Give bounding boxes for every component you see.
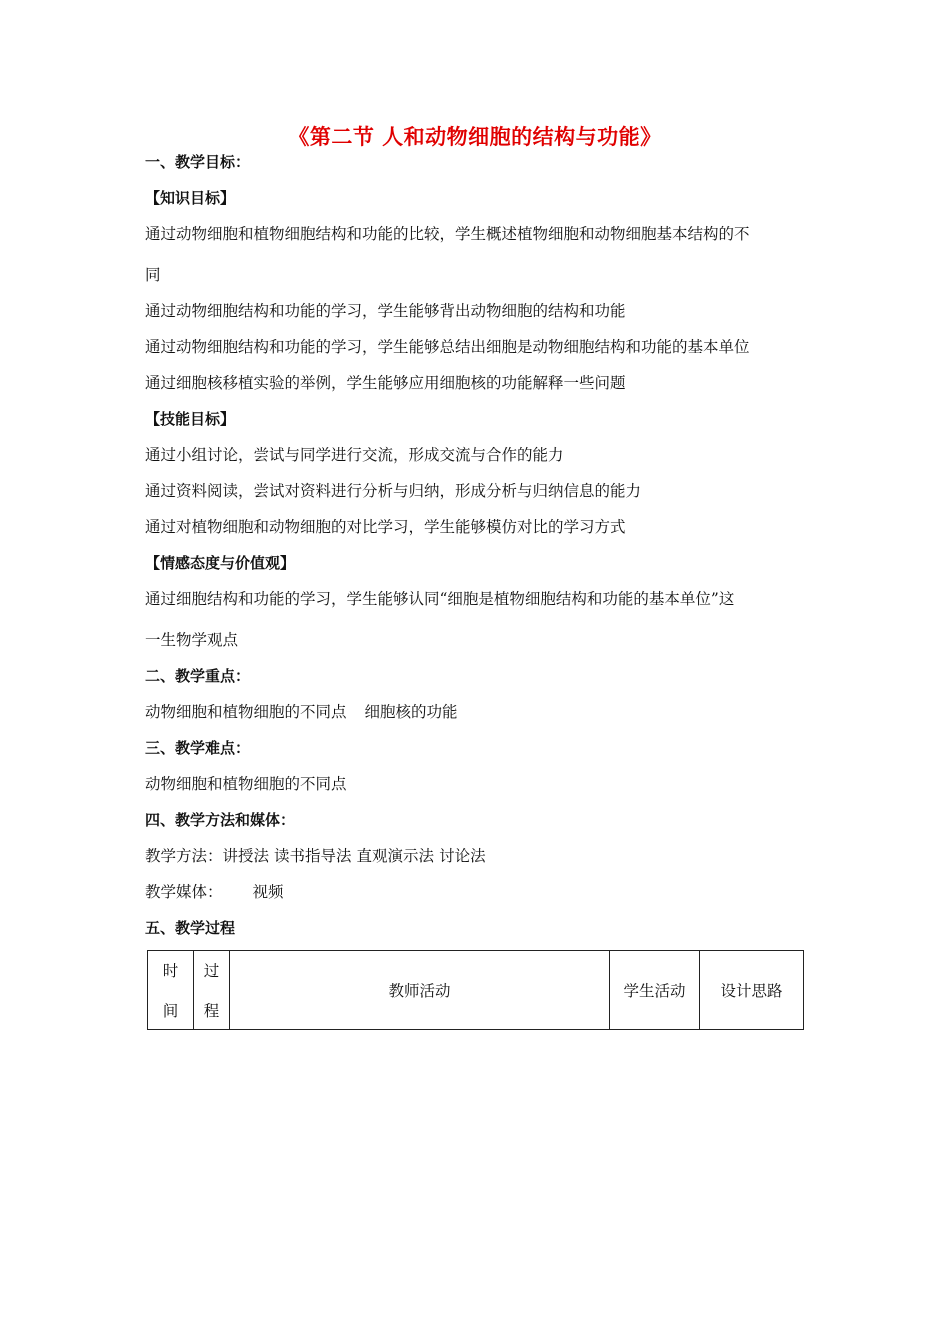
header-process: 过 程	[194, 951, 230, 1030]
key-point-item: 动物细胞和植物细胞的不同点	[145, 703, 347, 721]
knowledge-goal-line: 同	[145, 266, 161, 284]
section-2-heading: 二、教学重点：	[145, 667, 251, 685]
method-item: 读书指导法	[274, 847, 352, 865]
teaching-methods-line	[145, 846, 486, 866]
table-header-row	[148, 951, 804, 1030]
difficult-points-line: 动物细胞和植物细胞的不同点	[145, 775, 347, 793]
section-3-heading: 三、教学难点：	[145, 739, 251, 757]
knowledge-goal-line: 通过动物细胞结构和功能的学习，学生能够总结出细胞是动物细胞结构和功能的基本单位	[145, 338, 750, 356]
knowledge-goal-line: 通过动物细胞结构和功能的学习，学生能够背出动物细胞的结构和功能	[145, 302, 626, 320]
methods-label: 教学方法：	[145, 847, 223, 865]
skill-goals-heading: 【技能目标】	[145, 410, 236, 428]
key-point-item: 细胞核的功能	[364, 703, 458, 721]
key-points-line	[145, 702, 458, 722]
page-title: 《第二节 人和动物细胞的结构与功能》	[288, 125, 662, 149]
skill-goal-line: 通过对植物细胞和动物细胞的对比学习，学生能够模仿对比的学习方式	[145, 518, 626, 536]
teaching-media-line	[145, 882, 284, 902]
values-goals-heading: 【情感态度与价值观】	[145, 554, 296, 572]
method-item: 直观演示法	[356, 847, 435, 865]
header-design-idea: 设计思路	[700, 951, 804, 1030]
section-4-heading: 四、教学方法和媒体：	[145, 811, 296, 829]
skill-goal-line: 通过小组讨论，尝试与同学进行交流，形成交流与合作的能力	[145, 446, 564, 464]
values-goal-line: 通过细胞结构和功能的学习，学生能够认同“细胞是植物细胞结构和功能的基本单位”这	[145, 590, 735, 608]
knowledge-goals-heading: 【知识目标】	[145, 189, 236, 207]
section-5-heading: 五、教学过程	[145, 919, 236, 937]
section-1-heading: 一、教学目标：	[145, 153, 251, 171]
method-item: 讨论法	[439, 847, 486, 865]
method-item: 讲授法	[222, 847, 270, 865]
knowledge-goal-line: 通过动物细胞和植物细胞结构和功能的比较，学生概述植物细胞和动物细胞基本结构的不	[145, 225, 750, 243]
media-item: 视频	[252, 883, 284, 901]
header-student-activity: 学生活动	[610, 951, 700, 1030]
media-label: 教学媒体：	[145, 883, 223, 901]
header-time: 时 间	[148, 951, 194, 1030]
header-teacher-activity: 教师活动	[230, 951, 610, 1030]
teaching-process-table	[147, 950, 804, 1030]
skill-goal-line: 通过资料阅读，尝试对资料进行分析与归纳，形成分析与归纳信息的能力	[145, 482, 642, 500]
knowledge-goal-line: 通过细胞核移植实验的举例，学生能够应用细胞核的功能解释一些问题	[145, 374, 626, 392]
values-goal-line: 一生物学观点	[145, 631, 239, 649]
